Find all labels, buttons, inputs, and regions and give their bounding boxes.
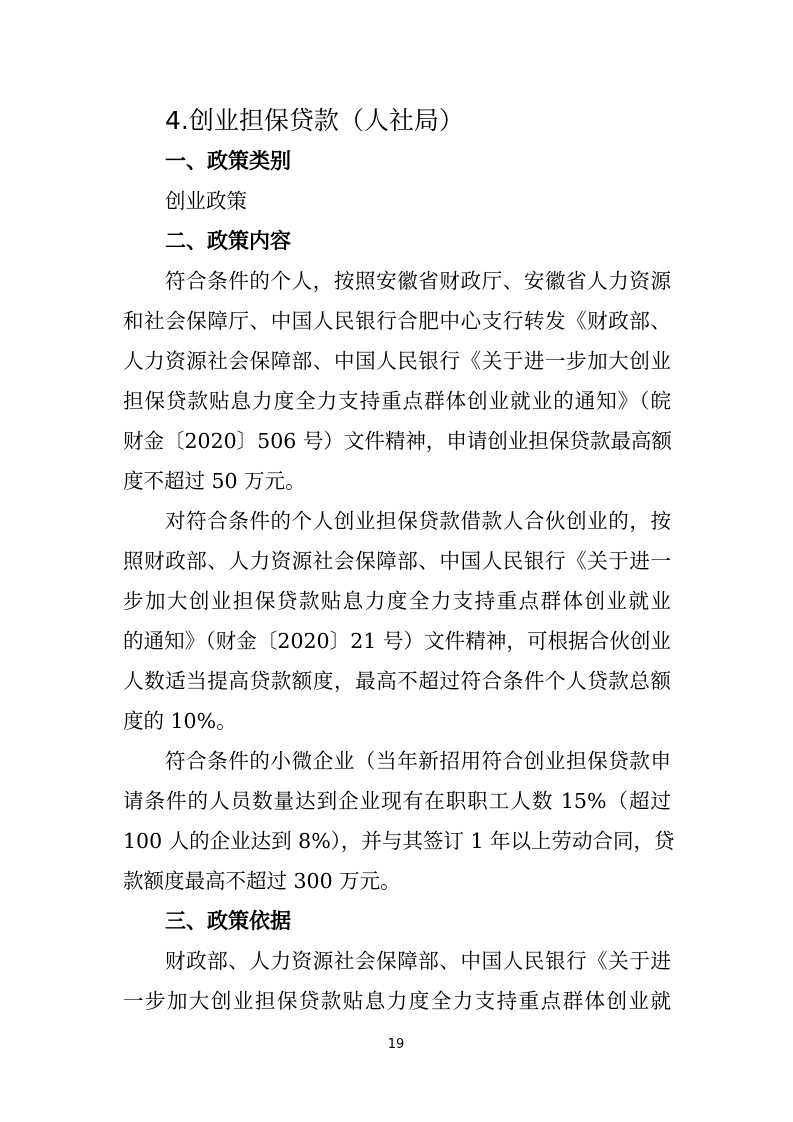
paragraph-line: 度的 10%。	[123, 709, 237, 733]
document-title: 4.创业担保贷款（人社局）	[165, 106, 464, 135]
paragraph-line: 对符合条件的个人创业担保贷款借款人合伙创业的，按	[165, 509, 671, 533]
paragraph-line: 财金〔2020〕506 号）文件精神，申请创业担保贷款最高额	[123, 429, 672, 453]
paragraph-line: 和社会保障厅、中国人民银行合肥中心支行转发《财政部、	[123, 309, 671, 333]
paragraph-line: 符合条件的个人，按照安徽省财政厅、安徽省人力资源	[165, 269, 671, 293]
paragraph-line: 100 人的企业达到 8%），并与其签订 1 年以上劳动合同，贷	[123, 829, 675, 853]
paragraph-line: 的通知》（财金〔2020〕21 号）文件精神，可根据合伙创业	[123, 629, 671, 653]
paragraph-line: 步加大创业担保贷款贴息力度全力支持重点群体创业就业	[123, 589, 671, 613]
category-text: 创业政策	[165, 189, 247, 213]
paragraph-line: 财政部、人力资源社会保障部、中国人民银行《关于进	[165, 949, 671, 973]
section-heading-category: 一、政策类别	[165, 149, 291, 173]
paragraph-line: 照财政部、人力资源社会保障部、中国人民银行《关于进一	[123, 549, 671, 573]
paragraph-line: 度不超过 50 万元。	[123, 469, 306, 493]
section-heading-basis: 三、政策依据	[165, 909, 291, 933]
paragraph-line: 款额度最高不超过 300 万元。	[123, 869, 401, 893]
paragraph-line: 人力资源社会保障部、中国人民银行《关于进一步加大创业	[123, 349, 671, 373]
paragraph-line: 人数适当提高贷款额度，最高不超过符合条件个人贷款总额	[123, 669, 671, 693]
page-number: 19	[387, 1037, 405, 1052]
paragraph-line: 符合条件的小微企业（当年新招用符合创业担保贷款申	[165, 749, 671, 773]
section-heading-content: 二、政策内容	[165, 229, 291, 253]
paragraph-line: 担保贷款贴息力度全力支持重点群体创业就业的通知》（皖	[123, 389, 671, 413]
paragraph-line: 一步加大创业担保贷款贴息力度全力支持重点群体创业就	[123, 989, 671, 1013]
paragraph-line: 请条件的人员数量达到企业现有在职职工人数 15%（超过	[123, 789, 671, 813]
